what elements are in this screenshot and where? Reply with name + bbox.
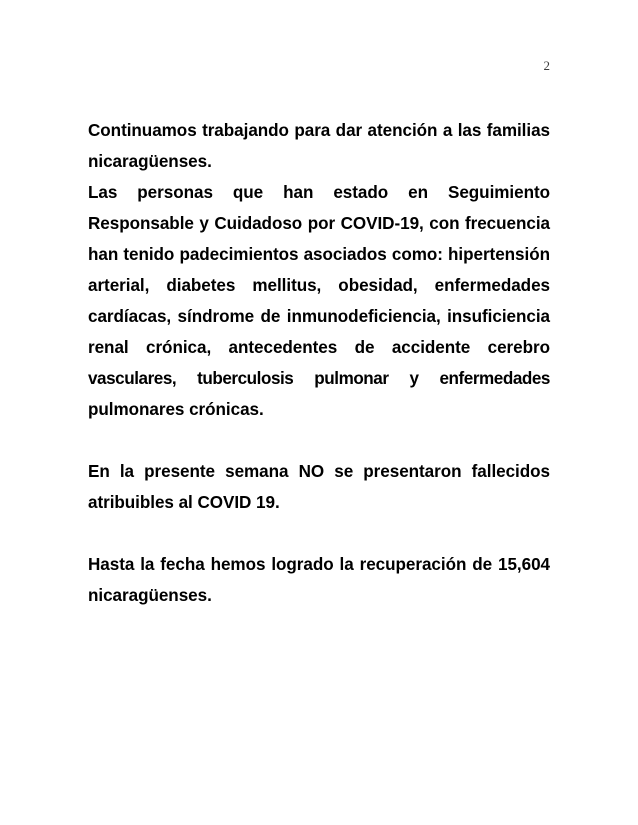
paragraph-conditions-part3: pulmonares crónicas.: [88, 400, 264, 419]
paragraph-conditions-part2-condensed: vasculares, tuberculosis pulmonar y enfermedades: [88, 369, 550, 388]
paragraph-spacer: [88, 518, 550, 549]
document-text-body: [88, 115, 550, 611]
paragraph-attention: Continuamos trabajando para dar atención a las familias nicaragüenses.: [88, 121, 550, 171]
page-number: 2: [543, 58, 550, 73]
paragraph-spacer: [88, 425, 550, 456]
paragraph-conditions-part1: Las personas que han estado en Seguimiento Responsable y Cuidadoso por COVID-19, con frecuencia han tenido padecimientos asociados como: hipertensión arterial, diabetes mellitus, obesidad, enfermedades cardíacas, síndrome de inmunodeficiencia, insuficiencia renal crónica, antecedentes de accidente cerebro: [88, 183, 550, 357]
paragraph-recovered: Hasta la fecha hemos logrado la recuperación de 15,604 nicaragüenses.: [88, 555, 550, 605]
paragraph-no-deaths: En la presente semana NO se presentaron fallecidos atribuibles al COVID 19.: [88, 462, 550, 512]
